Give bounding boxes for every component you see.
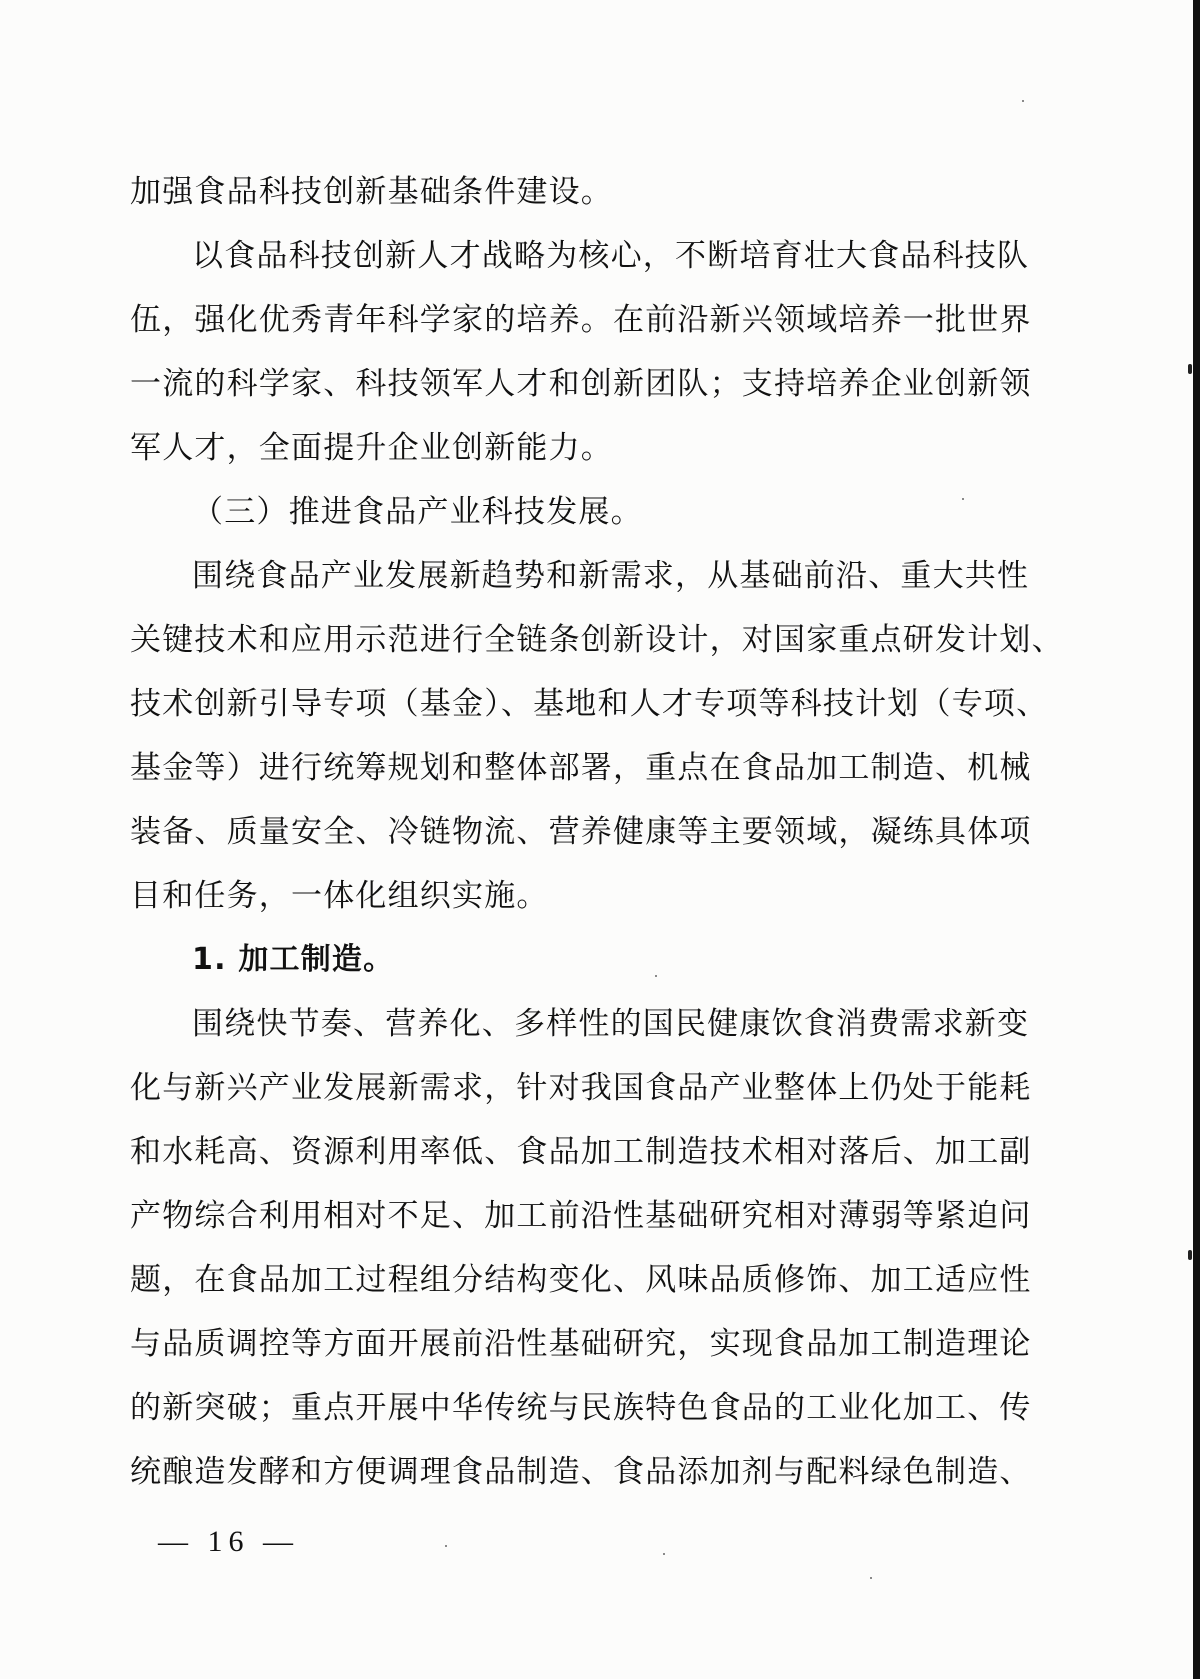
subsection-heading: 1. 加工制造。 (192, 942, 395, 977)
text-line: 产物综合利用相对不足、加工前沿性基础研究相对薄弱等紧迫问 (130, 1198, 1032, 1234)
page-number: — 16 — (158, 1525, 299, 1558)
text-line: 基金等）进行统筹规划和整体部署，重点在食品加工制造、机械 (130, 750, 1032, 786)
paragraph-industry: 围绕食品产业发展新趋势和新需求，从基础前沿、重大共性 (192, 558, 1030, 594)
text-line: 目和任务，一体化组织实施。 (130, 878, 549, 914)
text-line: 加强食品科技创新基础条件建设。 (130, 174, 613, 210)
text-line: 关键技术和应用示范进行全链条创新设计，对国家重点研发计划、 (130, 622, 1064, 658)
paragraph-talent: 以食品科技创新人才战略为核心，不断培育壮大食品科技队 (192, 238, 1030, 274)
paragraph-processing: 围绕快节奏、营养化、多样性的国民健康饮食消费需求新变 (192, 1006, 1030, 1042)
text-line: 的新突破；重点开展中华传统与民族特色食品的工业化加工、传 (130, 1390, 1032, 1426)
text-line: 装备、质量安全、冷链物流、营养健康等主要领域，凝练具体项 (130, 814, 1032, 850)
scan-speck (1188, 364, 1192, 374)
scan-speck (1188, 1250, 1192, 1260)
text-line: 伍，强化优秀青年科学家的培养。在前沿新兴领域培养一批世界 (130, 302, 1032, 338)
text-line: 统酿造发酵和方便调理食品制造、食品添加剂与配料绿色制造、 (130, 1454, 1032, 1490)
scan-speck (962, 498, 964, 500)
scan-speck (655, 975, 657, 977)
scan-speck (663, 1553, 665, 1555)
text-line: 与品质调控等方面开展前沿性基础研究，实现食品加工制造理论 (130, 1326, 1032, 1362)
text-line: 技术创新引导专项（基金）、基地和人才专项等科技计划（专项、 (130, 686, 1049, 722)
scan-speck (445, 1545, 447, 1547)
text-line: 军人才，全面提升企业创新能力。 (130, 430, 613, 466)
scan-speck (870, 1577, 872, 1579)
text-line: 和水耗高、资源利用率低、食品加工制造技术相对落后、加工副 (130, 1134, 1032, 1170)
text-line: 一流的科学家、科技领军人才和创新团队；支持培养企业创新领 (130, 366, 1032, 402)
scan-border (1193, 0, 1200, 1679)
text-line: 题，在食品加工过程组分结构变化、风味品质修饰、加工适应性 (130, 1262, 1032, 1298)
body-text (130, 160, 1064, 1504)
section-heading: （三）推进食品产业科技发展。 (192, 494, 643, 530)
text-line: 化与新兴产业发展新需求，针对我国食品产业整体上仍处于能耗 (130, 1070, 1032, 1106)
scan-speck (1022, 100, 1024, 102)
